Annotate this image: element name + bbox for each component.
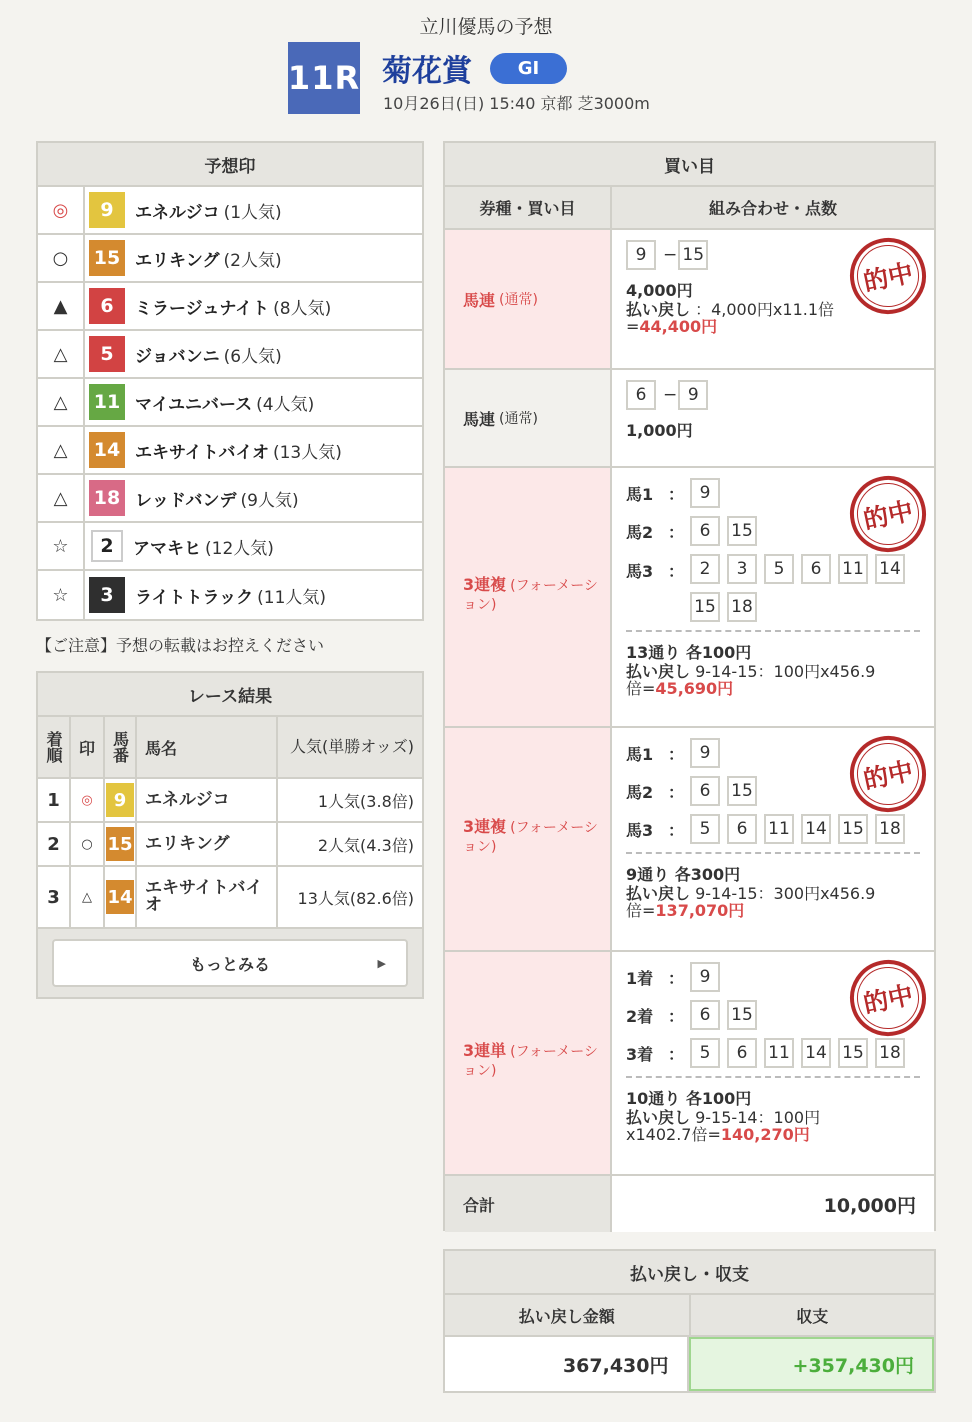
more-button[interactable]: [52, 939, 408, 987]
payout-values: [445, 1337, 934, 1391]
result-row: [38, 867, 422, 929]
hit-stamp-icon: 的中: [843, 231, 933, 321]
horse-name: マイユニバース: [135, 394, 253, 415]
prediction-panel: [36, 141, 424, 621]
combo-box: 11: [764, 1038, 794, 1068]
payout-amount: 367,430円: [445, 1337, 689, 1391]
result-name: エネルジコ: [137, 779, 278, 821]
prediction-row: [38, 331, 422, 379]
payout-header: [445, 1295, 934, 1337]
bet-row-4: [445, 728, 934, 952]
grade-badge: GI: [490, 53, 567, 84]
combo-box: 15: [678, 240, 708, 270]
payout-col1: 払い戻し金額: [445, 1295, 691, 1335]
combo-box: 6: [801, 554, 831, 584]
bet-row-5: [445, 952, 934, 1176]
combo-box: 5: [690, 814, 720, 844]
combo-box: 9: [690, 478, 720, 508]
mark-icon: ☆: [38, 523, 85, 569]
prediction-title: 予想印: [38, 143, 422, 187]
prediction-row: [38, 379, 422, 427]
horse-number: 15: [89, 240, 125, 276]
result-row: [38, 779, 422, 823]
race-number: 11R: [288, 42, 360, 114]
combo-box: 15: [727, 776, 757, 806]
mark-icon: ☆: [38, 571, 85, 619]
bet-body-4: 馬1 ： 9 馬2 ： 6 15 馬3 ： 5 6 11 14 15 18 9通り 各300円 払い戻し 9-14-15：300円x456.9 倍=137,070円 的中: [612, 728, 934, 950]
page-title: 立川優馬の予想: [419, 16, 553, 38]
total-row: [445, 1176, 934, 1232]
combo-box: 5: [690, 1038, 720, 1068]
horse-name: ミラージュナイト: [135, 298, 270, 319]
race-name: 菊花賞: [382, 54, 472, 89]
result-name: エキサイトバイオ: [137, 867, 278, 927]
chevron-right-icon: ▶: [377, 956, 386, 970]
combo-box: 18: [727, 592, 757, 622]
bet-body-2: 6 − 9 1,000円: [612, 370, 934, 466]
prediction-row: [38, 475, 422, 523]
result-num: 14: [105, 867, 137, 927]
bet-body-3: 馬1 ： 9 馬2 ： 6 15 馬3 ： 2 3 5 6 11 14 15 18 13通り 各100円 払い戻し 9-14-15：100円x456.9 倍=45,690円 的中: [612, 468, 934, 726]
payout-line: 払い戻し 9-15-14：100円 x1402.7倍=140,270円: [626, 1108, 821, 1144]
bet-row-1: [445, 230, 934, 370]
bet-type-5: 3連単 (フォーメーション): [445, 952, 612, 1174]
bet-body-1: 9 − 15 4,000円 払い戻し ：4,000円x11.1倍 =44,400円 的中: [612, 230, 934, 368]
horse-number: 6: [89, 288, 125, 324]
result-num: 9: [105, 779, 137, 821]
payout-col2: 収支: [796, 1306, 829, 1326]
result-pop: 1人気(3.8倍): [317, 791, 414, 811]
bet-type-4: 3連複 (フォーメーション): [445, 728, 612, 950]
bet-amount: 4,000円: [626, 281, 693, 300]
horse-popularity: (6人気): [223, 346, 282, 367]
bet-row-2: [445, 370, 934, 468]
combo-box: 15: [838, 814, 868, 844]
combo-box: 6: [690, 516, 720, 546]
prediction-row: [38, 571, 422, 619]
horse-number: 2: [91, 530, 123, 562]
bet-amount: 9通り 各300円: [626, 865, 741, 884]
combo-box: 11: [838, 554, 868, 584]
prediction-list: [38, 187, 422, 619]
horse-name: エネルジコ: [135, 202, 220, 223]
prediction-row: [38, 187, 422, 235]
horse-number: 5: [89, 336, 125, 372]
total-label: 合計: [445, 1176, 612, 1232]
balance-amount: +357,430円: [689, 1337, 935, 1391]
result-row: [38, 823, 422, 867]
combo-box: 14: [801, 1038, 831, 1068]
combo-box: 6: [727, 1038, 757, 1068]
prediction-row: [38, 235, 422, 283]
combo-box: 18: [875, 814, 905, 844]
hit-stamp-icon: 的中: [843, 729, 933, 819]
result-mark: △: [71, 867, 105, 927]
result-num: 15: [105, 823, 137, 865]
results-list: [38, 779, 422, 929]
prediction-row: [38, 523, 422, 571]
bet-type-1: 馬連 (通常): [445, 230, 612, 368]
horse-name: エリキング: [135, 250, 220, 271]
result-pop: 2人気(4.3倍): [317, 835, 414, 855]
combo-box: 5: [764, 554, 794, 584]
col-pop: 人気(単勝オッズ): [289, 737, 414, 756]
horse-popularity: (1人気): [223, 202, 282, 223]
horse-number: 14: [89, 432, 125, 468]
mark-icon: △: [38, 331, 85, 377]
payout-line: 払い戻し 9-14-15：300円x456.9 倍=137,070円: [626, 884, 876, 920]
combo-box: 11: [764, 814, 794, 844]
mark-icon: ◎: [38, 187, 85, 233]
result-rank: 1: [38, 779, 71, 821]
combo-box: 6: [690, 776, 720, 806]
combo-box: 6: [626, 380, 656, 410]
bet-type-3: 3連複 (フォーメーション): [445, 468, 612, 726]
bet-amount: 1,000円: [626, 421, 693, 440]
result-pop: 13人気(82.6倍): [297, 888, 414, 908]
combo-box: 14: [875, 554, 905, 584]
horse-popularity: (2人気): [223, 250, 282, 271]
combo-box: 2: [690, 554, 720, 584]
combo-box: 14: [801, 814, 831, 844]
horse-name: レッドバンデ: [135, 490, 237, 511]
race-info: 10月26日(日) 15:40 京都 芝3000m: [383, 94, 650, 113]
bets-col2: 組み合わせ・点数: [708, 199, 837, 218]
hit-stamp-icon: 的中: [843, 953, 933, 1043]
more-wrap: [38, 929, 422, 997]
combo-box: 18: [875, 1038, 905, 1068]
horse-number: 3: [89, 577, 125, 613]
combo-box: 3: [727, 554, 757, 584]
combo-box: 9: [626, 240, 656, 270]
hit-stamp-icon: 的中: [843, 469, 933, 559]
horse-popularity: (8人気): [273, 298, 332, 319]
results-title: レース結果: [38, 673, 422, 717]
col-name: 馬名: [137, 717, 278, 777]
payout-panel: [443, 1249, 936, 1393]
horse-popularity: (9人気): [240, 490, 299, 511]
results-header: [38, 717, 422, 779]
result-rank: 2: [38, 823, 71, 865]
mark-icon: ○: [38, 235, 85, 281]
bets-header: [445, 187, 934, 230]
horse-number: 18: [89, 480, 125, 516]
results-panel: [36, 671, 424, 999]
col-mark: 印: [71, 717, 105, 777]
col-num: 馬番: [105, 717, 137, 777]
result-mark: ○: [71, 823, 105, 865]
prediction-row: [38, 427, 422, 475]
combo-box: 15: [727, 516, 757, 546]
result-rank: 3: [38, 867, 71, 927]
combo-box: 6: [690, 1000, 720, 1030]
result-name: エリキング: [137, 823, 278, 865]
horse-name: エキサイトバイオ: [135, 442, 269, 463]
result-mark: ◎: [71, 779, 105, 821]
notice-text: 【ご注意】予想の転載はお控えください: [36, 636, 325, 655]
bet-row-3: [445, 468, 934, 728]
horse-popularity: (12人気): [205, 538, 274, 559]
horse-name: ジョバンニ: [135, 346, 220, 367]
col-rank: 着順: [38, 717, 71, 777]
combo-box: 6: [727, 814, 757, 844]
horse-number: 9: [89, 192, 125, 228]
horse-name: アマキヒ: [133, 538, 201, 559]
bet-type-2: 馬連 (通常): [445, 370, 612, 466]
mark-icon: △: [38, 427, 85, 473]
combo-box: 15: [727, 1000, 757, 1030]
combo-box: 15: [690, 592, 720, 622]
bet-amount: 13通り 各100円: [626, 643, 752, 662]
horse-popularity: (13人気): [272, 442, 342, 463]
combo-box: 9: [690, 738, 720, 768]
bets-col1: 券種・買い目: [445, 187, 612, 228]
payout-title: 払い戻し・収支: [445, 1251, 934, 1295]
bet-amount: 10通り 各100円: [626, 1089, 752, 1108]
mark-icon: △: [38, 379, 85, 425]
combo-box: 9: [690, 962, 720, 992]
horse-name: ライトトラック: [135, 587, 254, 608]
bet-body-5: 1着 ： 9 2着 ： 6 15 3着 ： 5 6 11 14 15 18 10通り 各100円 払い戻し 9-15-14：100円 x1402.7倍=140,270円 的中: [612, 952, 934, 1174]
combo-box: 15: [838, 1038, 868, 1068]
horse-number: 11: [89, 384, 125, 420]
prediction-row: [38, 283, 422, 331]
bets-title: 買い目: [445, 143, 934, 187]
combo-box: 9: [678, 380, 708, 410]
more-label: もっとみる: [189, 954, 270, 974]
bets-panel: [443, 141, 936, 1231]
payout-line: 払い戻し ：4,000円x11.1倍 =44,400円: [626, 300, 835, 336]
horse-popularity: (4人気): [256, 394, 315, 415]
mark-icon: ▲: [38, 283, 85, 329]
total-value: 10,000円: [612, 1176, 934, 1232]
horse-popularity: (11人気): [257, 587, 327, 608]
payout-line: 払い戻し 9-14-15：100円x456.9 倍=45,690円: [626, 662, 876, 698]
mark-icon: △: [38, 475, 85, 521]
